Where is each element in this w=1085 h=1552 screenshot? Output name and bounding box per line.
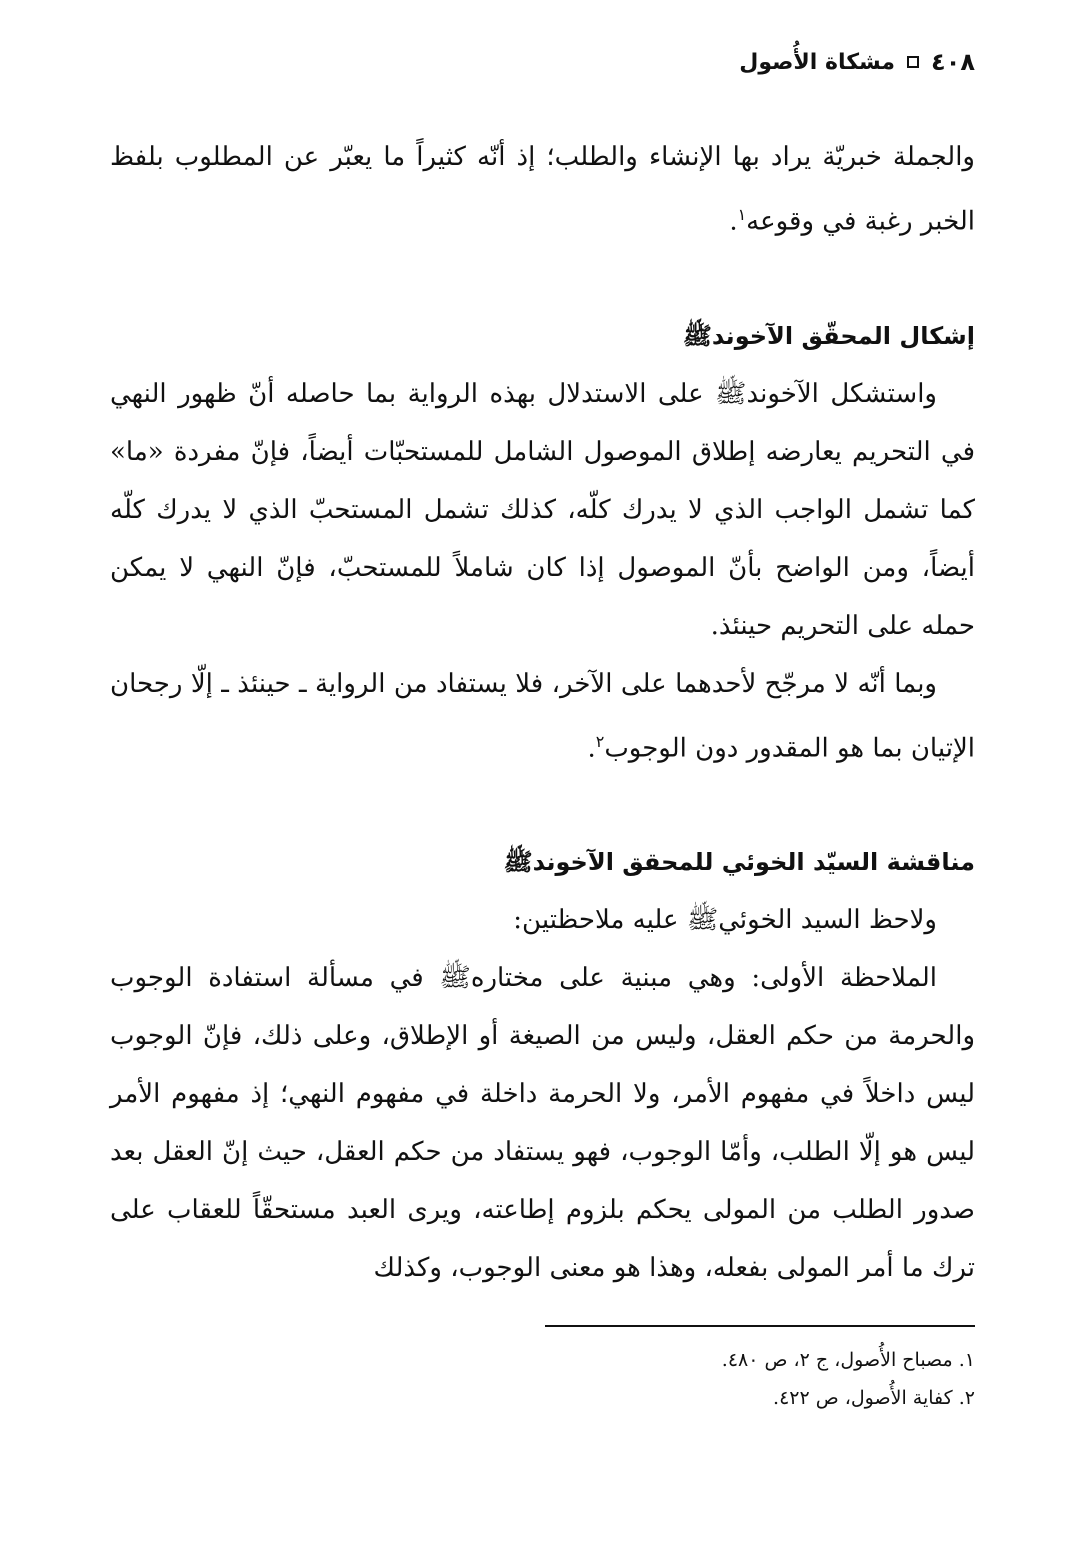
- section-heading-2: مناقشة السيّد الخوئي للمحقق الآخوندﷺ: [503, 848, 975, 877]
- paragraph-5: الملاحظة الأولى: وهي مبنية على مختارهﷺ في مسألة استفادة الوجوب والحرمة من حكم العقل، وليس من الصيغة أو الإطلاق، وعلى ذلك، فإنّ الوجوب ليس داخلاً في مفهوم الأمر، ولا الحرمة داخلة في مفهوم النهي؛ إذ مفهوم الأمر ليس هو إلّا الطلب، وأمّا الوجوب، فهو يستفاد من حكم العقل، حيث إنّ العقل بعد صدور الطلب من المولى يحكم بلزوم إطاعته، ويرى العبد مستحقّاً للعقاب على ترك ما أمر المولى بفعله، وهذا هو معنى الوجوب، وكذلك: [110, 963, 975, 1284]
- footnote-ref-2: ٢: [595, 731, 605, 751]
- book-title: مشكاة الأُصول: [739, 49, 896, 75]
- paragraph-2: واستشكل الآخوندﷺ على الاستدلال بهذه الرواية بما حاصله أنّ ظهور النهي في التحريم يعارضه إطلاق الموصول الشامل للمستحبّات أيضاً، فإنّ مفردة «ما» كما تشمل الواجب الذي لا يدرك كلّه، كذلك تشمل المستحبّ الذي لا يدرك كلّه أيضاً، ومن الواضح بأنّ الموصول إذا كان شاملاً للمستحبّ، فإنّ النهي لا يمكن حمله على التحريم حينئذ.: [110, 378, 975, 641]
- footnotes: [110, 1341, 975, 1417]
- footnote-ref-1: ١: [737, 205, 747, 224]
- paragraph-4: ولاحظ السيد الخوئيﷺ عليه ملاحظتين:: [513, 905, 937, 936]
- footnote-2: ٢. كفاية الأُصول، ص ٤٢٢.: [773, 1387, 975, 1410]
- paragraph-1-text: والجملة خبريّة يراد بها الإنشاء والطلب؛ إذ أنّه كثيراً ما يعبّر عن المطلوب بلفظ الخبر رغبة في وقوعه: [110, 142, 975, 237]
- footnote-divider: [545, 1325, 975, 1327]
- square-separator-icon: [907, 56, 919, 68]
- running-header: [110, 40, 975, 84]
- paragraph-3: وبما أنّه لا مرجّح لأحدهما على الآخر، فلا يستفاد من الرواية ـ حينئذ ـ إلّا رجحان الإتيان بما هو المقدور دون الوجوب$^٢$.: [110, 668, 975, 764]
- footnote-1: ١. مصباح الأُصول، ج ٢، ص ٤٨٠.: [721, 1349, 975, 1372]
- paragraph-1: والجملة خبريّة يراد بها الإنشاء والطلب؛ إذ أنّه كثيراً ما يعبّر عن المطلوب بلفظ الخبر رغبة في وقوعه$^١$.: [110, 142, 975, 237]
- book-page: [110, 40, 975, 1530]
- section-heading-1: إشكال المحقّق الآخوندﷺ: [682, 321, 975, 350]
- page-number: ٤٠٨: [931, 48, 975, 76]
- paragraph-3-text: وبما أنّه لا مرجّح لأحدهما على الآخر، فلا يستفاد من الرواية ـ حينئذ ـ إلّا رجحان الإتيان بما هو المقدور دون الوجوب: [110, 668, 975, 764]
